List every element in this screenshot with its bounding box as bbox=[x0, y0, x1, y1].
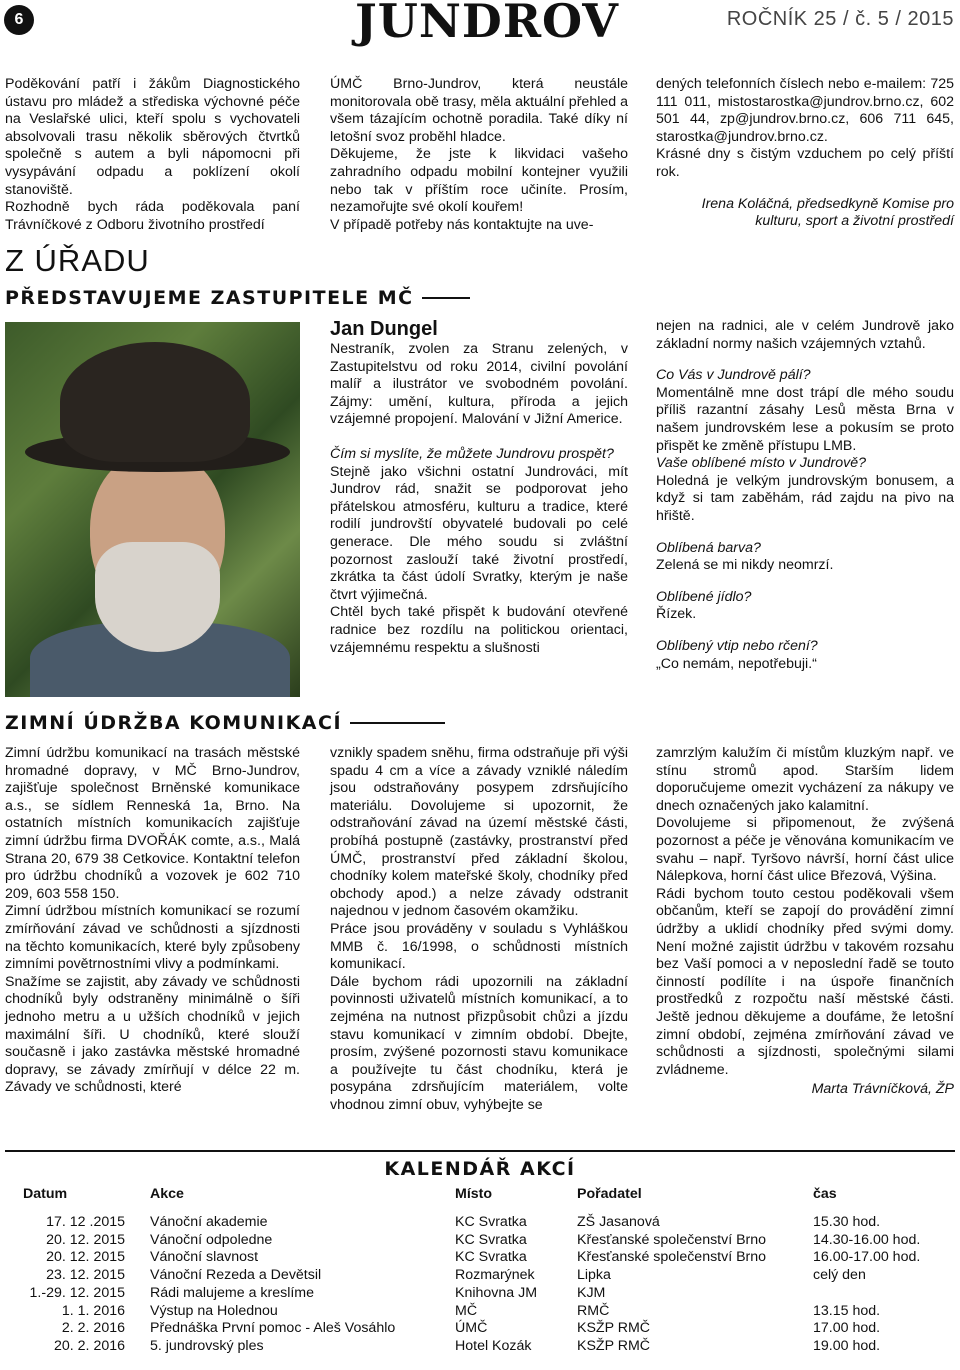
calendar-cell-place: KC Svratka bbox=[455, 1231, 527, 1248]
calendar-cell-time: 14.30-16.00 hod. bbox=[813, 1231, 921, 1248]
interview-intro: Nestraník, zvolen za Stranu zelených, v Zastupitelstvu od roku 2014, civilní povolání malíř a ilustrátor ve svobodném povolání. Zájmy: umění, kultura, příroda a jejich vzájemné propojení. Malování v Jižní Americe. bbox=[330, 341, 628, 428]
interview-question: Oblíbené jídlo? bbox=[656, 588, 752, 605]
paragraph: ÚMČ Brno-Jundrov, která neustále monitorovala obě trasy, měla aktuální přehled a všem tázajícím ochotně poradila. Také díky ní letošní svoz proběhl hladce. bbox=[330, 76, 628, 145]
interview-answer: Řízek. bbox=[656, 606, 697, 623]
event-calendar bbox=[5, 1150, 955, 1362]
calendar-cell-date: 1. 1. 2016 bbox=[61, 1302, 125, 1319]
paragraph: Rozhodně bych ráda poděkovala paní Trávníčkové z Odboru životního prostředí bbox=[5, 199, 300, 233]
interview-answer: Zelená se mi nikdy neomrzí. bbox=[656, 557, 834, 574]
calendar-header-time: čas bbox=[813, 1186, 837, 1202]
calendar-cell-organizer: KSŽP RMČ bbox=[577, 1320, 651, 1337]
photo-hat bbox=[60, 342, 250, 462]
section-title-z-uradu: Z ÚŘADU bbox=[5, 243, 150, 278]
interview-heading-text: PŘEDSTAVUJEME ZASTUPITELE MČ bbox=[5, 287, 414, 309]
calendar-cell-time: 19.00 hod. bbox=[813, 1337, 881, 1354]
calendar-title: KALENDÁŘ AKCÍ bbox=[384, 1158, 576, 1180]
calendar-cell-time: 15.30 hod. bbox=[813, 1214, 881, 1230]
paragraph: Zimní údržbu komunikací na trasách městské hromadné dopravy, v MČ Brno-Jundrov, zajišťuje společnost Brněnské komunikace a.s., se sídlem Renneská 1a, Brno. Na ostatních místních komunikacích zajišťuje zimní údržbu firma DVOŘÁK comte, a.s., Malá Strana 20, 679 38 Cetkovice. Kontaktní telefon pro údržbu chodníků a vozovek je 602 710 209, 603 558 150. bbox=[5, 745, 300, 902]
top-article-col2 bbox=[330, 76, 628, 234]
paragraph: Děkujeme, že jste k likvidaci vašeho zahradního odpadu mobilní kontejner využili nebo tak v příštím roce učiníte. Prosím, nezamořujte své okolí kouřem! bbox=[330, 146, 628, 216]
interview-question: Oblíbený vtip nebo rčení? bbox=[656, 637, 818, 654]
article-signature: Irena Koláčná, předsedkyně Komise pro kulturu, sport a životní prostředí bbox=[701, 195, 954, 230]
calendar-cell-place: Rozmarýnek bbox=[455, 1267, 535, 1284]
calendar-cell-place: MČ bbox=[455, 1302, 478, 1319]
issue-info: ROČNÍK 25 / č. 5 / 2015 bbox=[726, 8, 954, 30]
paragraph: Krásné dny s čistým vzduchem po celý příští rok. bbox=[656, 146, 954, 180]
paragraph: Snažíme se zajistit, aby závady ve schůdnosti chodníků byly odstraněny minimálně o šíři jednoho metru a u užších chodníků v jejich maximální šíři. U chodníků, které slouží současně i jako zastávka městské hromadné dopravy, se závady zmírňují v délce 22 m. Závady ve schůdnosti, které bbox=[5, 973, 300, 1096]
calendar-cell-event: Přednáška První pomoc - Aleš Vosáhlo bbox=[150, 1320, 396, 1337]
heading-rule bbox=[422, 297, 470, 299]
calendar-header-place: Místo bbox=[455, 1186, 493, 1202]
top-article-col1 bbox=[5, 76, 300, 234]
calendar-cell-event: Vánoční akademie bbox=[150, 1214, 268, 1230]
masthead: JUNDROV bbox=[355, 0, 619, 48]
calendar-cell-event: Vánoční slavnost bbox=[150, 1249, 259, 1266]
interview-col3 bbox=[656, 318, 954, 673]
interview-answer: Chtěl bych také přispět k budování otevřené radnice bez rozdílu na politickou orientaci, vzájemnému respektu a slušnosti bbox=[330, 604, 628, 656]
calendar-cell-organizer: RMČ bbox=[577, 1302, 610, 1319]
paragraph: Dovolujeme si připomenout, že zvýšená pozornost a péče je věnována komunikacím ve svahu – např. Tyršovo návrší, horní část ulice Nálepkova, horní část ulice Březová, Výšina. bbox=[656, 815, 954, 885]
calendar-cell-date: 17. 12 .2015 bbox=[46, 1214, 125, 1230]
interview-col2 bbox=[330, 341, 628, 657]
calendar-cell-organizer: Křesťanské společenství Brno bbox=[577, 1231, 767, 1248]
calendar-cell-time: 17.00 hod. bbox=[813, 1320, 881, 1337]
paragraph: dených telefonních číslech nebo e-mailem: 725 111 011, mistostarostka@jundrov.brno.cz, 602 501 44, zp@jundrov.brno.cz, 606 711 645, starostka@jundrov.brno.cz. bbox=[656, 76, 954, 145]
winter-heading bbox=[5, 712, 445, 734]
interview-question: Vaše oblíbené místo v Jundrově? bbox=[656, 455, 867, 472]
interview-answer: Momentálně mne dost trápí dle mého soudu příliš razantní zásahy Lesů města Brna v našem jundrovském lese a pokusím se proto přispět ke změně přístupu LMB. bbox=[656, 384, 954, 454]
interview-answer: Holedná je velkým jundrovským bonusem, a když si tam zaběhám, rád zajdu na pivo na hřiště. bbox=[656, 472, 954, 524]
heading-rule bbox=[350, 722, 445, 724]
calendar-cell-place: ÚMČ bbox=[455, 1320, 488, 1337]
calendar-cell-time: celý den bbox=[813, 1267, 866, 1284]
interview-heading bbox=[5, 287, 470, 309]
paragraph: Rádi bychom touto cestou poděkovali všem občanům, kteří se zapojí do provádění zimní údržby a uklidí chodníky před svými domy. Není možné zajistit údržbu v takovém rozsahu bez Vaší pomoci a v neposlední řadě se touto činností podílíte i na úspoře finančních prostředků z rozpočtu naší městské části. Ještě jednou děkujeme a doufáme, že letošní zimní období, zejména zmírňování závad ve schůdnosti a sjízdnosti, společnými silami zvládneme. bbox=[656, 885, 954, 1078]
calendar-cell-event: Rádi malujeme a kreslíme bbox=[150, 1284, 315, 1301]
interview-question: Oblíbená barva? bbox=[656, 539, 761, 556]
portrait-photo bbox=[5, 322, 300, 697]
calendar-cell-time: 13.15 hod. bbox=[813, 1302, 881, 1319]
calendar-header-event: Akce bbox=[150, 1186, 184, 1202]
paragraph: vznikly spadem sněhu, firma odstraňuje při výši spadu 4 cm a více a závady vzniklé náledím jsou odstraňovány posypem zdrsňujícího materiálu. Dovolujeme si upozornit, že odstraňování závad na území městské části, probíhá postupně (zastávky, prostranství před ÚMČ, prostranství před základní školou, chodníky kolem mateřské školy, chodníky před obchody apod.) a nelze závady odstranit najednou v jednom časovém okamžiku. bbox=[330, 745, 628, 920]
photo-beard bbox=[95, 542, 220, 652]
calendar-cell-organizer: KJM bbox=[577, 1284, 606, 1301]
interview-answer: nejen na radnici, ale v celém Jundrově jako základní normy našich vzájemných vztahů. bbox=[656, 318, 954, 352]
calendar-cell-date: 1.-29. 12. 2015 bbox=[29, 1284, 125, 1301]
paragraph: V případě potřeby nás kontaktujte na uve- bbox=[330, 216, 594, 233]
paragraph: Dále bychom rádi upozornili na základní povinnosti uživatelů místních komunikací, a to zejména na nutnost přizpůsobit chůzi a jízdu stavu komunikací v zimním období. Dbejte, prosím, zvýšené pozornosti stavu komunikace a používejte tu část chodníku, která je posypána zdrsňujícím materiálem, volte vhodnou zimní obuv, vyhýbejte se bbox=[330, 973, 628, 1113]
calendar-cell-place: KC Svratka bbox=[455, 1249, 527, 1266]
paragraph: zamrzlým kalužím či místům kluzkým např. ve stínu stromů apod. Starším lidem doporučujeme omezit vycházení za nákupy ve dnech označených jako kalamitní. bbox=[656, 745, 954, 814]
calendar-cell-place: Hotel Kozák bbox=[455, 1337, 532, 1354]
winter-signature: Marta Trávníčková, ŽP bbox=[811, 1081, 954, 1098]
paragraph: Poděkování patří i žákům Diagnostického ústavu pro mládež a střediska výchovné péče na Veslařské ulici, kteří spolu s vychovateli absolvovali trasu několik sběrových čtvrtků společně s autem a byli nápomocni při vysypávání odpadu a poklízení okolí stanoviště. bbox=[5, 76, 300, 198]
calendar-cell-date: 2. 2. 2016 bbox=[61, 1320, 125, 1337]
winter-heading-text: ZIMNÍ ÚDRŽBA KOMUNIKACÍ bbox=[5, 712, 343, 734]
calendar-cell-event: 5. jundrovský ples bbox=[150, 1337, 264, 1354]
paragraph: Zimní údržbou místních komunikací se rozumí zmírňování závad ve schůdnosti a sjízdnosti na těchto komunikacích, které byly způsobeny zimními povětrnostními vlivy a podmínkami. bbox=[5, 903, 300, 973]
calendar-cell-date: 20. 12. 2015 bbox=[46, 1249, 125, 1266]
interview-question: Co Vás v Jundrově pálí? bbox=[656, 367, 811, 384]
interview-answer: „Co nemám, nepotřebuji.“ bbox=[656, 655, 817, 672]
calendar-cell-organizer: KSŽP RMČ bbox=[577, 1337, 651, 1354]
calendar-cell-event: Vánoční Rezeda a Devětsil bbox=[150, 1267, 322, 1284]
paragraph: Práce jsou prováděny v souladu s Vyhláškou MMB č. 16/1998, o schůdnosti místních komunikací. bbox=[330, 920, 628, 973]
interview-question: Čím si myslíte, že můžete Jundrovu prospět? bbox=[330, 445, 614, 462]
calendar-cell-time: 16.00-17.00 hod. bbox=[813, 1249, 921, 1266]
calendar-cell-place: Knihovna JM bbox=[455, 1284, 538, 1301]
interviewee-name: Jan Dungel bbox=[330, 318, 438, 340]
calendar-header-date: Datum bbox=[23, 1186, 68, 1202]
winter-col1 bbox=[5, 745, 300, 1097]
calendar-cell-date: 20. 2. 2016 bbox=[54, 1337, 125, 1354]
interview-answer: Stejně jako všichni ostatní Jundrováci, mít Jundrov rád, snažit se podporovat jeho přátelskou atmosféru, kulturu a tradice, které rodilí jundrovští obyvatelé budovali po celé generace. Dle mého soudu si zvláštní pozornost zaslouží také životní prostředí, zkrátka ta část údolí Svratky, kterým je naše čtvrt výjimečná. bbox=[330, 463, 628, 603]
top-article-col3 bbox=[656, 76, 954, 231]
calendar-cell-date: 20. 12. 2015 bbox=[46, 1231, 125, 1248]
calendar-cell-organizer: Křesťanské společenství Brno bbox=[577, 1249, 767, 1266]
calendar-cell-event: Výstup na Holednou bbox=[150, 1302, 278, 1319]
calendar-cell-event: Vánoční odpoledne bbox=[150, 1231, 273, 1248]
calendar-cell-organizer: ZŠ Jasanová bbox=[577, 1214, 660, 1230]
calendar-cell-place: KC Svratka bbox=[455, 1214, 527, 1230]
winter-col2 bbox=[330, 745, 628, 1114]
calendar-cell-organizer: Lipka bbox=[577, 1267, 611, 1284]
calendar-header-organizer: Pořadatel bbox=[577, 1186, 642, 1202]
winter-col3 bbox=[656, 745, 954, 1099]
page-number-text: 6 bbox=[14, 11, 24, 28]
calendar-cell-date: 23. 12. 2015 bbox=[46, 1267, 125, 1284]
page-number bbox=[4, 5, 34, 35]
